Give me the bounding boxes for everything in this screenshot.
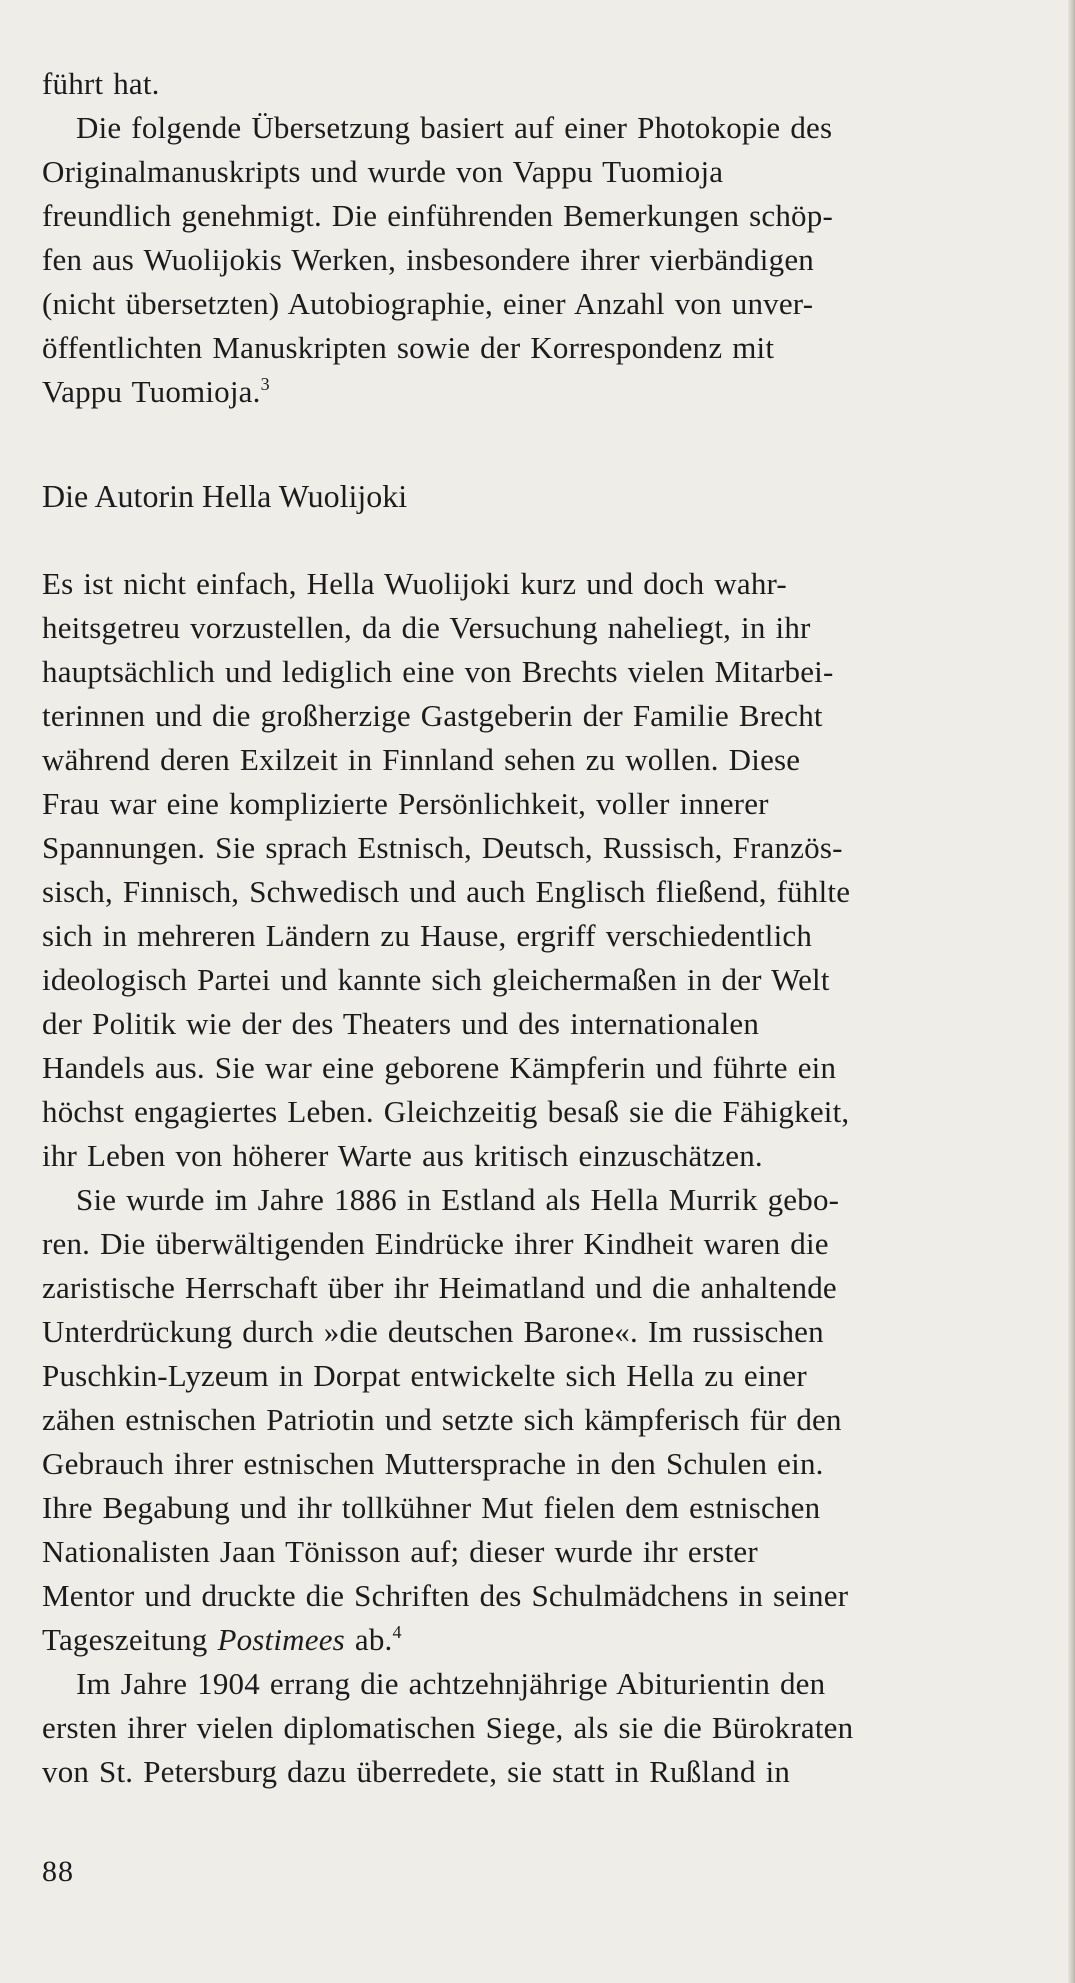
text-line xyxy=(42,1618,1066,1662)
newspaper-title: Postimees xyxy=(217,1622,345,1657)
text-line: der Politik wie der des Theaters und des internationalen xyxy=(42,1006,760,1041)
text-line: ersten ihrer vielen diplomatischen Siege, als sie die Bürokraten xyxy=(42,1710,854,1745)
text-line: fen aus Wuolijokis Werken, insbesondere ihrer vierbändigen xyxy=(42,242,814,277)
text-line: Puschkin-Lyzeum in Dorpat entwickelte sich Hella zu einer xyxy=(42,1358,807,1393)
text-line: Handels aus. Sie war eine geborene Kämpferin und führte ein xyxy=(42,1050,837,1085)
text-line: Spannungen. Sie sprach Estnisch, Deutsch, Russisch, Französ- xyxy=(42,830,843,865)
text-line: Die folgende Übersetzung basiert auf einer Photokopie des xyxy=(76,110,833,145)
page-edge-shadow xyxy=(1068,0,1075,1983)
text-line: zähen estnischen Patriotin und setzte sich kämpferisch für den xyxy=(42,1402,842,1437)
text-line: hauptsächlich und lediglich eine von Brechts vielen Mitarbei- xyxy=(42,654,834,689)
spacer xyxy=(42,518,1066,562)
text-line: Sie wurde im Jahre 1886 in Estland als Hella Murrik gebo- xyxy=(76,1182,840,1217)
text-line: Es ist nicht einfach, Hella Wuolijoki kurz und doch wahr- xyxy=(42,566,787,601)
text-line: sich in mehreren Ländern zu Hause, ergriff verschiedentlich xyxy=(42,918,813,953)
text-line: Mentor und druckte die Schriften des Schulmädchens in seiner xyxy=(42,1578,849,1613)
text-line: Frau war eine komplizierte Persönlichkeit, voller innerer xyxy=(42,786,769,821)
page-number: 88 xyxy=(42,1855,74,1888)
text-line: Ihre Begabung und ihr tollkühner Mut fielen dem estnischen xyxy=(42,1490,821,1525)
text-line: öffentlichten Manuskripten sowie der Korrespondenz mit xyxy=(42,330,775,365)
text-line: heitsgetreu vorzustellen, da die Versuchung naheliegt, in ihr xyxy=(42,610,811,645)
text-line: von St. Petersburg dazu überredete, sie statt in Rußland in xyxy=(42,1754,791,1789)
footnote-marker: 3 xyxy=(260,374,270,394)
text-line: während deren Exilzeit in Finnland sehen zu wollen. Diese xyxy=(42,742,801,777)
text-line: (nicht übersetzten) Autobiographie, einer Anzahl von unver- xyxy=(42,286,814,321)
text-line: Nationalisten Jaan Tönisson auf; dieser wurde ihr erster xyxy=(42,1534,758,1569)
text-line: Unterdrückung durch »die deutschen Barone«. Im russischen xyxy=(42,1314,824,1349)
intro-paragraph xyxy=(42,62,1066,414)
text-line xyxy=(42,370,1066,414)
text-line: Gebrauch ihrer estnischen Muttersprache in den Schulen ein. xyxy=(42,1446,824,1481)
page-body xyxy=(42,62,1066,1794)
paragraph-3 xyxy=(42,1662,1066,1794)
text-line: Im Jahre 1904 errang die achtzehnjährige Abiturientin den xyxy=(76,1666,826,1701)
text-line: ideologisch Partei und kannte sich gleichermaßen in der Welt xyxy=(42,962,830,997)
text-line: höchst engagiertes Leben. Gleichzeitig besaß sie die Fähigkeit, xyxy=(42,1094,850,1129)
spacer xyxy=(42,414,1066,474)
paragraph-2 xyxy=(42,1178,1066,1662)
text-line: zaristische Herrschaft über ihr Heimatland und die anhaltende xyxy=(42,1270,837,1305)
text-line: Originalmanuskripts und wurde von Vappu Tuomioja xyxy=(42,154,724,189)
section-heading: Die Autorin Hella Wuolijoki xyxy=(42,478,408,514)
text-line: führt hat. xyxy=(42,66,160,101)
text-line: ren. Die überwältigenden Eindrücke ihrer Kindheit waren die xyxy=(42,1226,829,1261)
text-line: terinnen und die großherzige Gastgeberin der Familie Brecht xyxy=(42,698,823,733)
text-span: Vappu Tuomioja. xyxy=(42,374,261,409)
text-line: sisch, Finnisch, Schwedisch und auch Englisch fließend, fühlte xyxy=(42,874,851,909)
paragraph-1 xyxy=(42,562,1066,1178)
text-line: ihr Leben von höherer Warte aus kritisch einzuschätzen. xyxy=(42,1138,763,1173)
text-line: freundlich genehmigt. Die einführenden Bemerkungen schöp- xyxy=(42,198,833,233)
footnote-marker: 4 xyxy=(392,1622,402,1642)
text-span: ab. xyxy=(344,1622,393,1657)
text-span: Tageszeitung xyxy=(42,1622,218,1657)
